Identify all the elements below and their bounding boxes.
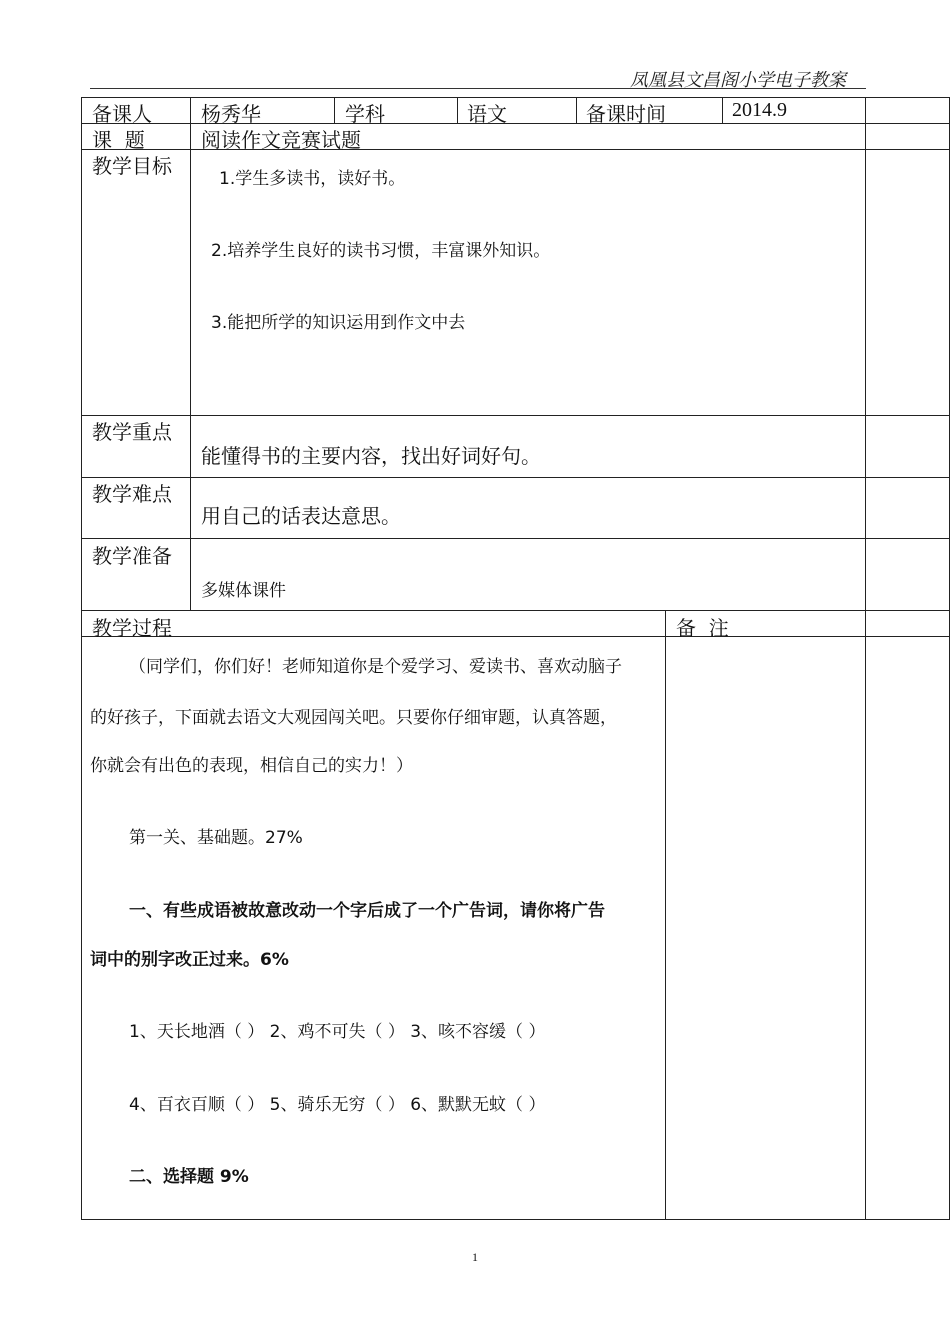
goal-item: 1.学生多读书，读好书。 [219, 169, 406, 189]
table-col-divider [190, 97, 191, 610]
table-border-bottom [81, 1219, 950, 1220]
intro-line: （同学们，你们好！老师知道你是个爱学习、爱读书、喜欢动脑子 [129, 657, 622, 677]
table-row-divider [81, 610, 950, 611]
intro-line: 的好孩子，下面就去语文大观园闯关吧。只要你仔细审题，认真答题， [90, 708, 617, 728]
table-col-divider [722, 97, 723, 123]
table-border-left [81, 97, 82, 1219]
page-number: 1 [472, 1250, 478, 1264]
process-label: 教学过程 [92, 616, 172, 640]
difficulties-value: 用自己的话表达意思。 [201, 504, 401, 528]
idioms-row: 1、天长地酒（ ） 2、鸡不可失（ ） 3、咳不容缓（ ） [129, 1022, 546, 1042]
teacher-label: 备课人 [92, 102, 152, 126]
goals-label: 教学目标 [92, 154, 172, 178]
school-header: 凤凰县文昌阁小学电子教案 [630, 70, 846, 91]
header-rule [90, 88, 866, 89]
table-row-divider [81, 477, 950, 478]
table-row-divider [81, 538, 950, 539]
table-row-divider [81, 636, 950, 637]
goal-item: 3.能把所学的知识运用到作文中去 [211, 313, 466, 333]
preparation-value: 多媒体课件 [201, 581, 286, 601]
table-col-divider [865, 97, 866, 1219]
date-value: 2014.9 [732, 99, 787, 121]
difficulties-label: 教学难点 [92, 482, 172, 506]
question1-line: 词中的别字改正过来。6% [90, 950, 289, 970]
date-label: 备课时间 [586, 102, 666, 126]
table-col-divider [457, 97, 458, 123]
table-col-divider [665, 610, 666, 1219]
notes-label: 备 注 [676, 616, 729, 640]
goal-item: 2.培养学生良好的读书习惯，丰富课外知识。 [211, 241, 551, 261]
table-row-divider [81, 415, 950, 416]
subject-value: 语文 [467, 102, 507, 126]
topic-label: 课 题 [92, 128, 145, 152]
key-points-label: 教学重点 [92, 420, 172, 444]
question2-heading: 二、选择题 9% [129, 1167, 249, 1187]
idioms-row: 4、百衣百顺（ ） 5、骑乐无穷（ ） 6、默默无蚊（ ） [129, 1095, 546, 1115]
preparation-label: 教学准备 [92, 544, 172, 568]
key-points-value: 能懂得书的主要内容，找出好词好句。 [201, 444, 541, 468]
question1-line: 一、有些成语被故意改动一个字后成了一个广告词，请你将广告 [129, 901, 605, 921]
intro-line: 你就会有出色的表现，相信自己的实力！） [90, 756, 413, 776]
table-col-divider [334, 97, 335, 123]
topic-value: 阅读作文竞赛试题 [201, 128, 361, 152]
teacher-name: 杨秀华 [201, 102, 261, 126]
table-col-divider [576, 97, 577, 123]
level1-heading: 第一关、基础题。27% [129, 828, 303, 848]
subject-label: 学科 [345, 102, 385, 126]
